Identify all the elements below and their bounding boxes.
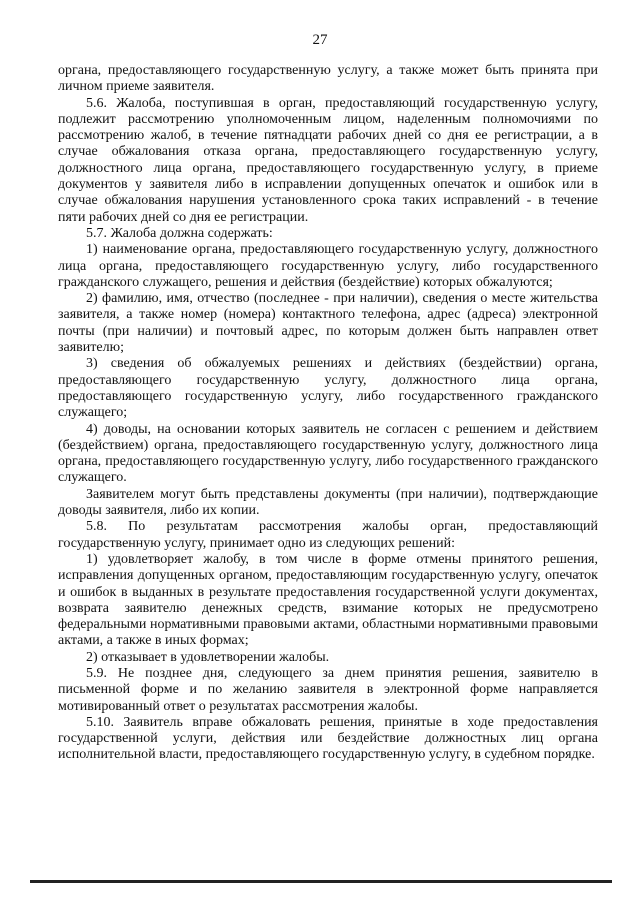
paragraph-5-8-item-2: 2) отказывает в удовлетворении жалобы. — [86, 649, 330, 665]
paragraph-continuation: органа, предоставляющего государственную услугу, а также может быть принята при личном приеме заявителя. — [58, 63, 598, 95]
paragraph-5-6: 5.6. Жалоба, поступившая в орган, предоставляющий государственную услугу, подлежит рассмотрению уполномоченным лицом, наделенным полномочиями по рассмотрению жалоб, в течение пятнадцати рабочих дней со дня ее регистрации, а в случае обжалования отказа органа, предоставляющего государственную услугу, должностного лица органа, предоставляющего государственную услугу, в приеме документов у заявителя либо в исправлении допущенных опечаток и ошибок или в случае обжалования нарушения установленного срока таких исправлений - в течение пяти рабочих дней со дня ее регистрации. — [58, 95, 598, 225]
footer-rule — [30, 880, 612, 883]
paragraph-5-7-item-1: 1) наименование органа, предоставляющего государственную услугу, должностного лица органа, предоставляющего государственную услугу, либо государственного гражданского служащего, решения и действия (бездействие) которых обжалуются; — [58, 242, 598, 290]
paragraph-5-8: 5.8. По результатам рассмотрения жалобы орган, предоставляющий государственную услугу, принимает одно из следующих решений: — [58, 519, 598, 551]
paragraph-5-9: 5.9. Не позднее дня, следующего за днем принятия решения, заявителю в письменной форме и по желанию заявителя в электронной форме направляется мотивированный ответ о результатах рассмотрения жалобы. — [58, 665, 598, 714]
paragraph-5-7: 5.7. Жалоба должна содержать: — [86, 225, 273, 241]
paragraph-5-10: 5.10. Заявитель вправе обжаловать решения, принятые в ходе предоставления государственной услуги, действия или бездействие должностных лиц органа исполнительной власти, предоставляющего государственную услугу, в судебном порядке. — [58, 714, 598, 763]
paragraph-5-7-item-3: 3) сведения об обжалуемых решениях и действиях (бездействии) органа, предоставляющего государственную услугу, должностного лица органа, предоставляющего государственную услугу, либо государственного гражданского служащего; — [58, 356, 598, 421]
paragraph-5-8-item-1: 1) удовлетворяет жалобу, в том числе в форме отмены принятого решения, исправления допущенных органом, предоставляющим государственную услугу, опечаток и ошибок в выданных в результате предоставления государственной услуги документах, возврата заявителю денежных средств, взимание которых не предусмотрено федеральными нормативными правовыми актами, областными нормативными правовыми актами, а также в иных формах; — [58, 551, 598, 649]
paragraph-5-7-item-4: 4) доводы, на основании которых заявитель не согласен с решением и действием (бездействием) органа, предоставляющего государственную услугу, должностного лица органа, предоставляющего государственную услугу, либо государственного гражданского служащего. — [58, 421, 598, 486]
page-number: 27 — [312, 32, 328, 48]
paragraph-documents: Заявителем могут быть представлены документы (при наличии), подтверждающие доводы заявителя, либо их копии. — [58, 486, 598, 519]
document-body — [58, 63, 598, 764]
paragraph-5-7-item-2: 2) фамилию, имя, отчество (последнее - при наличии), сведения о месте жительства заявителя, а также номер (номера) контактного телефона, адрес (адреса) электронной почты (при наличии) и почтовый адрес, по которым должен быть направлен ответ заявителю; — [58, 291, 598, 356]
